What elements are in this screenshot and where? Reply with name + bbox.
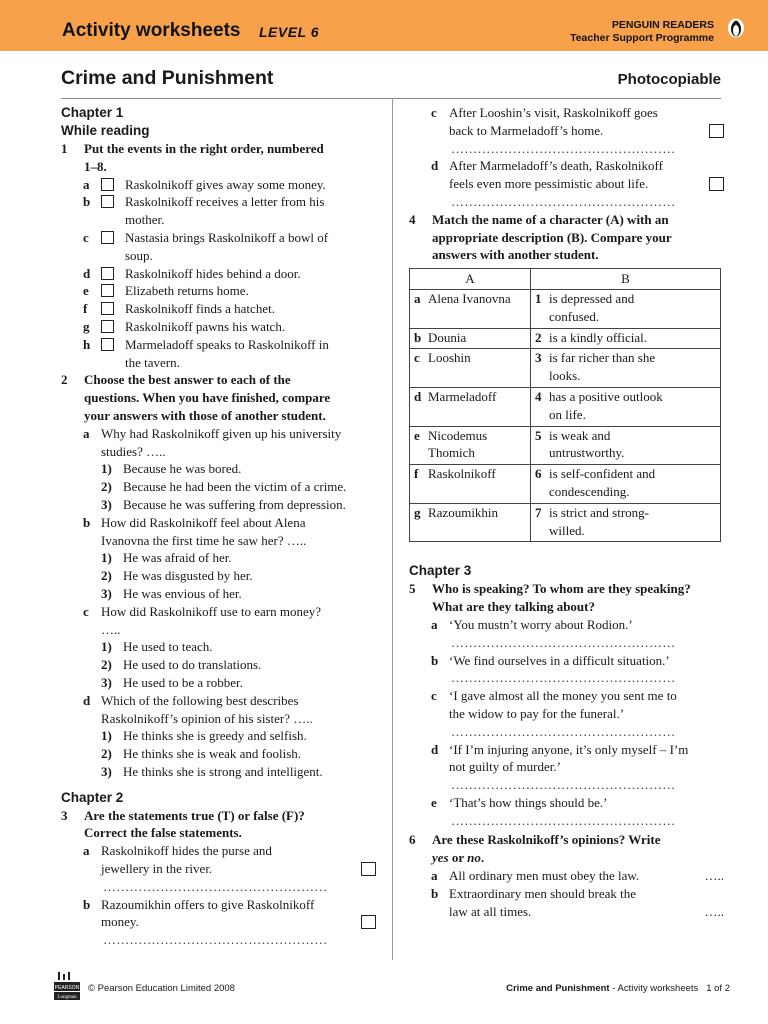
description-text: on life. [549,406,586,422]
quote-text: ‘I gave almost all the money you sent me to [449,688,677,704]
description-number: 3 [531,349,546,388]
logo-text-longman: Longman [57,995,77,1000]
option-number: 2) [101,568,112,584]
event-text: Nastasia brings Raskolnikoff a bowl of [125,229,329,245]
option-text: Because he was bored. [123,461,242,477]
character-description[interactable] [545,289,721,328]
quote-text: ‘We find ourselves in a difficult situation.’ [449,652,670,668]
quote-item [409,687,724,723]
event-item [61,336,376,372]
question-number: 3 [61,807,68,823]
option-number: 1) [101,728,112,744]
order-checkbox[interactable] [101,284,114,297]
event-text: Raskolnikoff gives away some money. [125,176,326,192]
character-description[interactable] [545,503,721,542]
mc-question-text: studies? ….. [101,443,166,459]
question-text: answers with another student. [432,247,599,263]
item-letter: h [83,336,91,352]
description-text: is depressed and [549,290,635,306]
character-description[interactable] [545,349,721,388]
event-item [61,265,376,283]
worksheet-title: Activity worksheets [62,20,241,41]
statement-text: After Looshin’s visit, Raskolnikoff goes [449,105,658,120]
item-letter: c [431,688,437,704]
question-text: Who is speaking? To whom are they speaking? [432,581,691,597]
chapter-2-heading: Chapter 2 [61,789,124,805]
option-text: Because he was suffering from depression. [123,496,346,512]
level-label: LEVEL 6 [259,24,320,40]
question-4 [409,211,724,264]
order-checkbox[interactable] [101,302,114,315]
character-name[interactable] [424,349,531,388]
answer-line[interactable]: …………………………………………… [451,140,676,156]
mc-option[interactable] [61,496,376,514]
answer-line[interactable]: …………………………………………… [103,878,328,894]
option-number: 1) [101,550,112,566]
mc-option[interactable] [61,638,376,656]
statement-text: After Marmeladoff’s death, Raskolnikoff [449,158,663,174]
name-letter: g [410,503,425,542]
description-text: is strict and strong- [549,504,650,520]
question-text: your answers with those of another student. [84,407,326,423]
opinion-item [409,867,724,885]
description-number: 5 [531,426,546,465]
question-2 [61,371,376,424]
option-text: He thinks she is greedy and selfish. [123,728,307,744]
name-letter: f [410,465,425,504]
event-text: Elizabeth returns home. [125,283,249,299]
option-number: 2) [101,746,112,762]
name-letter: a [410,289,425,328]
description-text: looks. [549,368,581,384]
event-text: Raskolnikoff finds a hatchet. [125,301,275,317]
while-reading-heading: While reading [61,123,150,138]
opinion-text: Extraordinary men should break the [449,885,636,901]
or-word: or [451,850,464,866]
item-letter: a [83,843,90,859]
multiple-choice-list [61,425,376,781]
item-letter: c [431,105,437,120]
answer-line[interactable]: …………………………………………… [451,193,676,209]
question-number: 1 [61,141,68,156]
name-letter: c [410,349,425,388]
footer-worksheets: - Activity worksheets [609,983,699,994]
event-item [61,229,376,265]
character-name[interactable] [424,387,531,426]
opinion-text: law at all times. [449,903,532,919]
statement-text: Raskolnikoff hides the purse and [101,843,272,859]
mc-option[interactable] [61,585,376,603]
question-text: Put the events in the right order, numbered [84,141,324,156]
item-letter: d [83,265,91,281]
item-letter: d [83,692,91,708]
order-checkbox[interactable] [101,338,114,351]
true-false-checkbox[interactable] [361,862,376,876]
item-letter: e [83,283,89,299]
true-false-checkbox[interactable] [709,177,724,191]
mc-question-text: Which of the following best describes [101,692,299,708]
matching-row [410,503,721,542]
column-divider [392,98,393,960]
question-number: 4 [409,211,416,227]
item-letter: b [431,885,439,901]
option-number: 3) [101,763,112,779]
item-letter: e [431,794,437,810]
option-text: He was envious of her. [123,585,242,601]
description-number: 6 [531,465,546,504]
description-text: is far richer than she [549,350,656,366]
answer-line[interactable]: …………………………………………… [451,777,676,793]
item-letter: a [83,176,90,192]
event-item [61,193,376,229]
statement-text: money. [101,914,139,930]
option-text: He thinks she is weak and foolish. [123,746,302,762]
name-letter: d [410,387,425,426]
question-number: 6 [409,832,416,848]
answer-line[interactable]: …………………………………………… [451,634,676,650]
item-letter: a [83,425,90,441]
option-text: He was disgusted by her. [123,568,253,584]
mc-option[interactable] [61,549,376,567]
event-text: Raskolnikoff receives a letter from his [125,194,325,210]
left-column [61,104,376,949]
question-1 [61,140,376,176]
item-letter: c [83,603,89,619]
quote-item [409,794,724,812]
mc-option[interactable] [61,727,376,745]
event-text: Marmeladoff speaks to Raskolnikoff in [125,336,329,352]
description-text: confused. [549,308,600,324]
name-text: Alena Ivanovna [428,290,511,306]
event-text: Raskolnikoff pawns his watch. [125,318,286,334]
description-number: 7 [531,503,546,542]
column-a-header: A [410,269,531,290]
name-text: Thomich [428,445,475,461]
matching-row [410,387,721,426]
quote-item [409,741,724,777]
matching-row [410,328,721,349]
event-text: soup. [125,247,153,263]
option-number: 3) [101,496,112,512]
logo-text-pearson: PEARSON [54,985,80,991]
order-checkbox[interactable] [101,195,114,208]
opinion-item [409,885,724,921]
description-text: condescending. [549,483,630,499]
matching-row [410,426,721,465]
statement-text: feels even more pessimistic about life. [449,176,649,192]
question-text-yes-no [432,849,724,867]
order-checkbox[interactable] [101,267,114,280]
item-letter: c [83,229,89,245]
statement-text: back to Marmeladoff’s home. [449,122,604,138]
publisher-name: PENGUIN READERS [611,19,714,31]
mc-question [61,514,376,550]
mc-question-text: Raskolnikoff’s opinion of his sister? ….. [101,710,313,726]
matching-row [410,289,721,328]
statement-text: jewellery in the river. [101,861,213,877]
description-text: is a kindly official. [549,329,647,345]
item-letter: d [431,741,439,757]
true-false-checkbox[interactable] [361,915,376,929]
header-banner [0,0,768,51]
quote-item [409,652,724,670]
matching-table [409,268,721,542]
quote-list [409,616,724,830]
question-text: Are the statements true (T) or false (F)? [84,807,305,823]
quote-text: not guilty of murder.’ [449,759,561,775]
mc-question-text: Why had Raskolnikoff given up his university [101,425,342,441]
chapter-1-heading: Chapter 1 [61,105,124,120]
question-number: 2 [61,372,68,388]
name-letter: e [410,426,425,465]
name-letter: b [410,328,425,349]
character-name[interactable] [424,426,531,465]
event-text: the tavern. [125,354,180,370]
true-false-list-continued [409,104,724,211]
mc-option[interactable] [61,656,376,674]
event-item [61,300,376,318]
tf-statement [409,104,724,140]
description-text: is self-confident and [549,466,656,482]
item-letter: a [431,868,438,884]
option-text: He was afraid of her. [123,550,232,566]
name-text: Raskolnikoff [428,466,496,482]
footer-right [506,983,730,994]
statement-text: Razoumikhin offers to give Raskolnikoff [101,896,315,912]
pearson-longman-logo-icon [52,970,82,1002]
description-number: 1 [531,289,546,328]
description-text: is weak and [549,427,611,443]
answer-line[interactable]: …………………………………………… [451,812,676,828]
programme-name: Teacher Support Programme [570,32,714,44]
option-number: 3) [101,674,112,690]
photocopiable-label: Photocopiable [617,71,721,88]
character-name[interactable] [424,503,531,542]
option-text: He thinks she is strong and intelligent. [123,763,323,779]
quote-item [409,616,724,634]
question-text: Are these Raskolnikoff’s opinions? Write [432,832,661,848]
item-letter: b [431,652,439,668]
option-text: He used to do translations. [123,657,262,673]
top-rule [61,98,721,99]
event-item [61,318,376,336]
footer [0,966,768,1006]
option-text: Because he had been the victim of a crime. [123,479,347,495]
item-letter: b [83,514,91,530]
event-text: Raskolnikoff hides behind a door. [125,265,301,281]
order-checkbox[interactable] [101,178,114,191]
quote-text: the widow to pay for the funeral.’ [449,705,625,721]
name-text: Dounia [428,329,467,345]
penguin-logo-icon [727,18,745,38]
question-text: 1–8. [84,158,107,174]
description-text: untrustworthy. [549,445,625,461]
question-text: Correct the false statements. [84,825,242,841]
order-checkbox[interactable] [101,320,114,333]
question-text: Choose the best answer to each of the [84,372,291,388]
item-letter: b [83,896,91,912]
opinion-text: All ordinary men must obey the law. [449,868,640,884]
name-text: Nicodemus [428,427,488,443]
name-text: Looshin [428,350,471,366]
yes-word: yes [432,850,449,866]
tf-statement [61,842,376,878]
question-text: appropriate description (B). Compare your [432,229,672,245]
question-5 [409,580,724,616]
mc-question [61,692,376,728]
page-number: 1 of 2 [706,983,730,994]
character-description[interactable] [545,426,721,465]
matching-row [410,349,721,388]
quote-text: ‘That’s how things should be.’ [449,794,608,810]
question-text: What are they talking about? [432,599,595,615]
item-letter: a [431,616,438,632]
mc-question-text: How did Raskolnikoff feel about Alena [101,514,306,530]
name-text: Razoumikhin [428,504,499,520]
event-item [61,282,376,300]
mc-option[interactable] [61,763,376,781]
question-number: 5 [409,581,416,597]
mc-question-text: How did Raskolnikoff use to earn money? [101,603,321,619]
mc-question [61,425,376,461]
yes-no-answer[interactable]: ….. [704,903,724,919]
no-word: no [467,850,481,866]
option-number: 2) [101,657,112,673]
character-name[interactable] [424,328,531,349]
true-false-list [61,842,376,949]
option-number: 1) [101,461,112,477]
answer-line[interactable]: …………………………………………… [103,932,328,948]
quote-text: ‘If I’m injuring anyone, it’s only myself – I’m [449,741,689,757]
option-text: He used to teach. [123,639,213,655]
event-list [61,176,376,372]
mc-option[interactable] [61,478,376,496]
item-letter: g [83,318,90,334]
quote-text: ‘You mustn’t worry about Rodion.’ [449,616,633,632]
answer-line[interactable]: …………………………………………… [451,670,676,686]
mc-option[interactable] [61,460,376,478]
book-title: Crime and Punishment [61,67,274,89]
item-letter: f [83,301,88,317]
matching-row [410,465,721,504]
name-text: Marmeladoff [428,388,497,404]
description-number: 4 [531,387,546,426]
character-name[interactable] [424,289,531,328]
tf-statement [409,157,724,193]
mc-question-text: Ivanovna the first time he saw her? ….. [101,532,307,548]
character-description[interactable] [545,387,721,426]
mc-question [61,603,376,639]
description-text: willed. [549,522,585,538]
event-text: mother. [125,212,165,228]
opinion-list [409,867,724,920]
character-description[interactable] [545,328,721,349]
period: . [480,850,485,866]
publisher-block [570,19,714,45]
mc-question-text: ….. [101,621,121,637]
question-3 [61,807,376,843]
tf-statement [61,896,376,932]
copyright: © Pearson Education Limited 2008 [88,983,235,994]
mc-option[interactable] [61,567,376,585]
footer-book-title: Crime and Punishment [506,983,610,994]
option-number: 3) [101,585,112,601]
column-b-header: B [531,269,721,290]
description-text: has a positive outlook [549,388,663,404]
question-text: questions. When you have finished, compare [84,390,331,406]
item-letter: d [431,158,439,174]
character-name[interactable] [424,465,531,504]
right-column [409,104,724,920]
option-number: 2) [101,479,112,495]
mc-option[interactable] [61,745,376,763]
option-text: He used to be a robber. [123,674,243,690]
item-letter: b [83,194,91,210]
character-description[interactable] [545,465,721,504]
mc-option[interactable] [61,674,376,692]
question-6 [409,831,724,867]
description-number: 2 [531,328,546,349]
question-text: Match the name of a character (A) with an [432,211,669,227]
true-false-checkbox[interactable] [709,124,724,138]
chapter-3-heading: Chapter 3 [409,563,472,579]
option-number: 1) [101,639,112,655]
yes-no-answer[interactable]: ….. [704,868,724,884]
order-checkbox[interactable] [101,231,114,244]
answer-line[interactable]: …………………………………………… [451,723,676,739]
event-item [61,176,376,194]
